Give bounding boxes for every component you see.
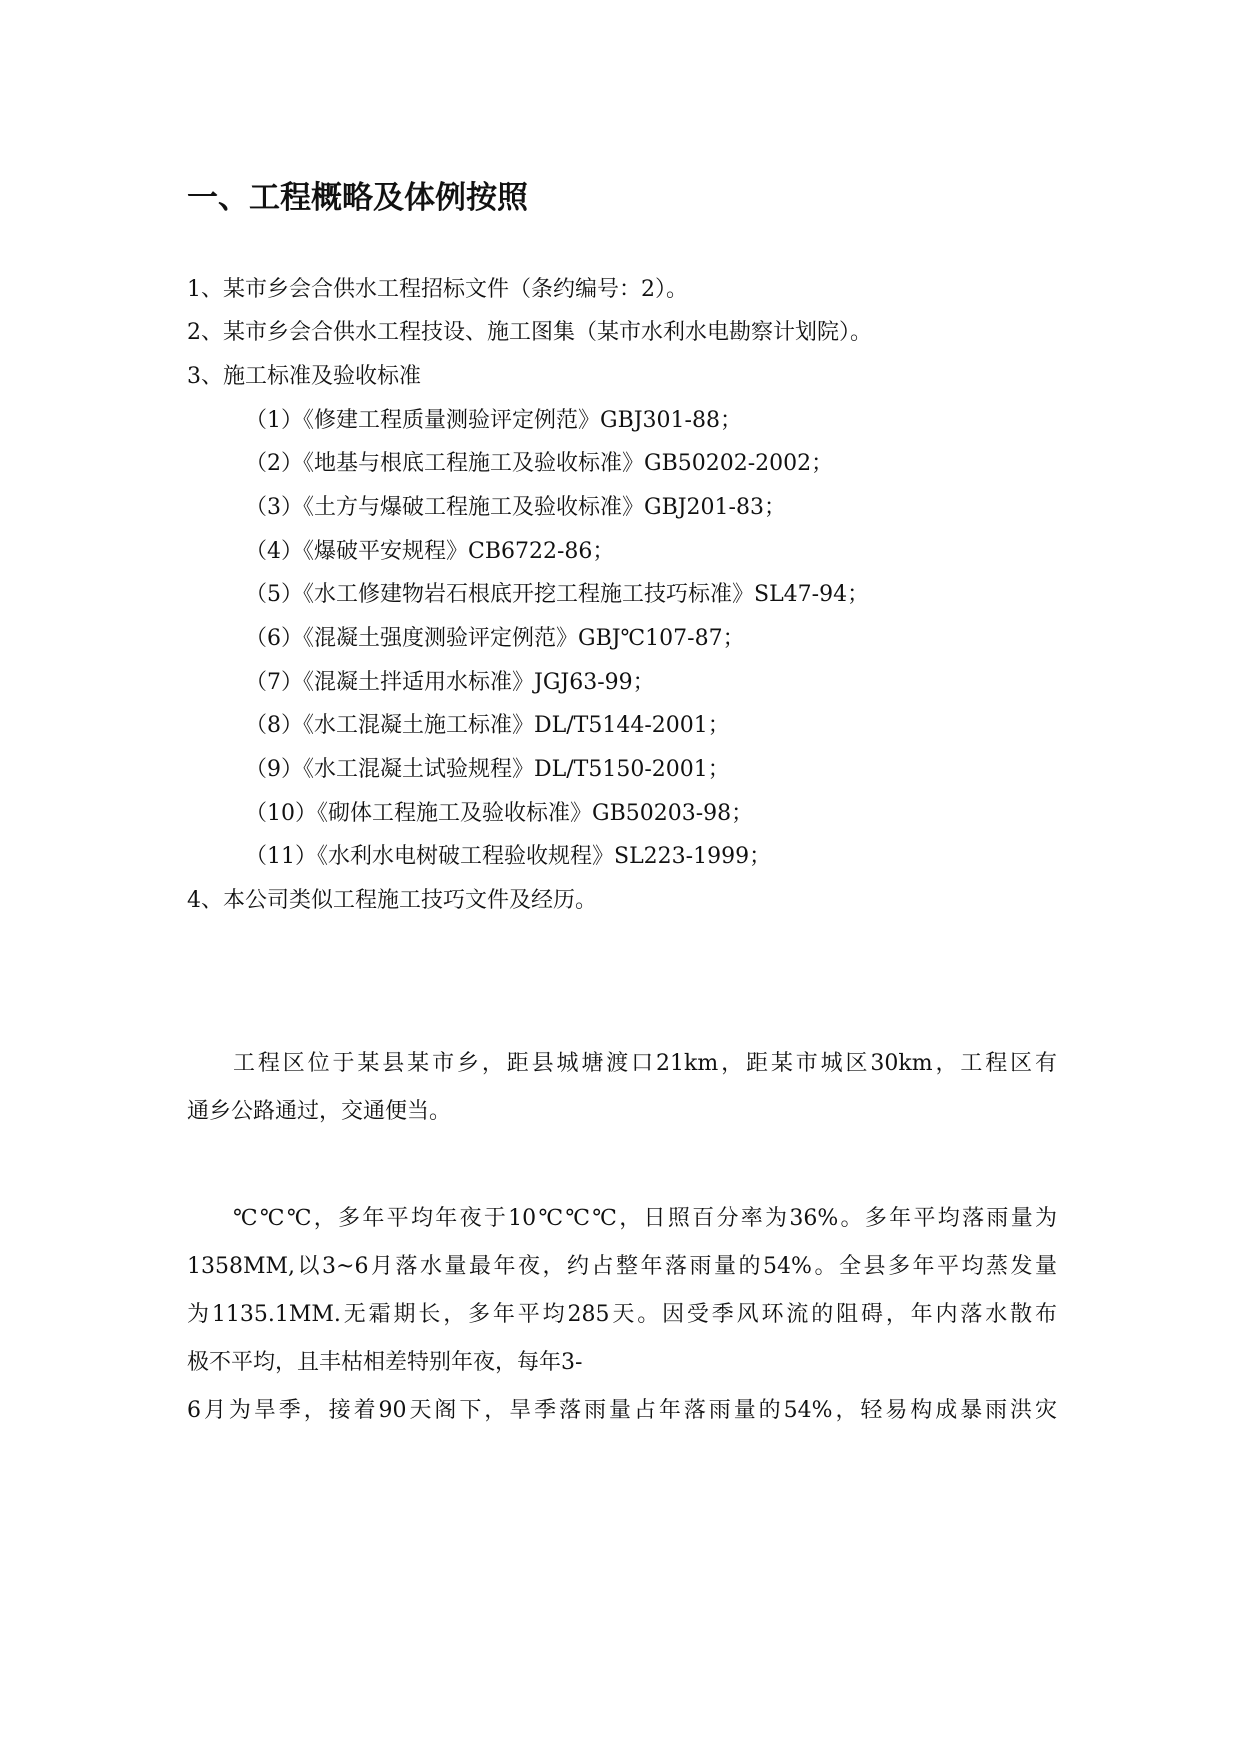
basis-item-1: 1、某市乡会合供水工程招标文件（条约编号：2）。 xyxy=(187,277,688,302)
standard-item-11: （11）《水利水电树破工程验收规程》SL223-1999； xyxy=(245,844,772,869)
standard-item-9: （9）《水工混凝土试验规程》DL/T5150-2001； xyxy=(245,757,730,782)
climate-line-3: 为1135.1MM.无霜期长，多年平均285天。因受季风环流的阻碍，年内落水散布 xyxy=(187,1302,1057,1327)
section-heading: 一、工程概略及体例按照 xyxy=(187,180,528,216)
climate-line-1: ℃℃℃，多年平均年夜于10℃℃℃，日照百分率为36%。多年平均落雨量为 xyxy=(233,1206,1057,1231)
climate-paragraph xyxy=(187,1195,1057,1435)
location-line-1: 工程区位于某县某市乡，距县城塘渡口21km，距某市城区30km，工程区有 xyxy=(233,1051,1057,1076)
standard-item-5: （5）《水工修建物岩石根底开挖工程施工技巧标准》SL47-94； xyxy=(245,582,870,607)
standard-item-8: （8）《水工混凝土施工标准》DL/T5144-2001； xyxy=(245,713,730,738)
standard-item-6: （6）《混凝土强度测验评定例范》GBJ℃107-87； xyxy=(245,626,745,651)
standard-item-3: （3）《土方与爆破工程施工及验收标准》GBJ201-83； xyxy=(245,495,786,520)
standard-item-1: （1）《修建工程质量测验评定例范》GBJ301-88； xyxy=(245,408,742,433)
basis-item-2: 2、某市乡会合供水工程技设、施工图集（某市水利水电勘察计划院）。 xyxy=(187,320,872,345)
standard-item-10: （10）《砌体工程施工及验收标准》GB50203-98； xyxy=(245,801,754,826)
location-line-2: 通乡公路通过，交通便当。 xyxy=(187,1099,452,1124)
climate-line-5: 6月为旱季，接着90天阁下，旱季落雨量占年落雨量的54%，轻易构成暴雨洪灾 xyxy=(187,1398,1057,1423)
basis-item-4: 4、本公司类似工程施工技巧文件及经历。 xyxy=(187,888,597,913)
climate-line-2: 1358MM,以3~6月落水量最年夜，约占整年落雨量的54%。全县多年平均蒸发量 xyxy=(187,1254,1057,1279)
location-paragraph xyxy=(187,1040,1057,1136)
standard-item-4: （4）《爆破平安规程》CB6722-86； xyxy=(245,539,615,564)
standard-item-2: （2）《地基与根底工程施工及验收标准》GB50202-2002； xyxy=(245,451,834,476)
climate-line-4: 极不平均，且丰枯相差特别年夜，每年3- xyxy=(187,1350,583,1375)
standard-item-7: （7）《混凝土拌适用水标准》JGJ63-99； xyxy=(245,670,655,695)
basis-item-3: 3、施工标准及验收标准 xyxy=(187,364,421,389)
